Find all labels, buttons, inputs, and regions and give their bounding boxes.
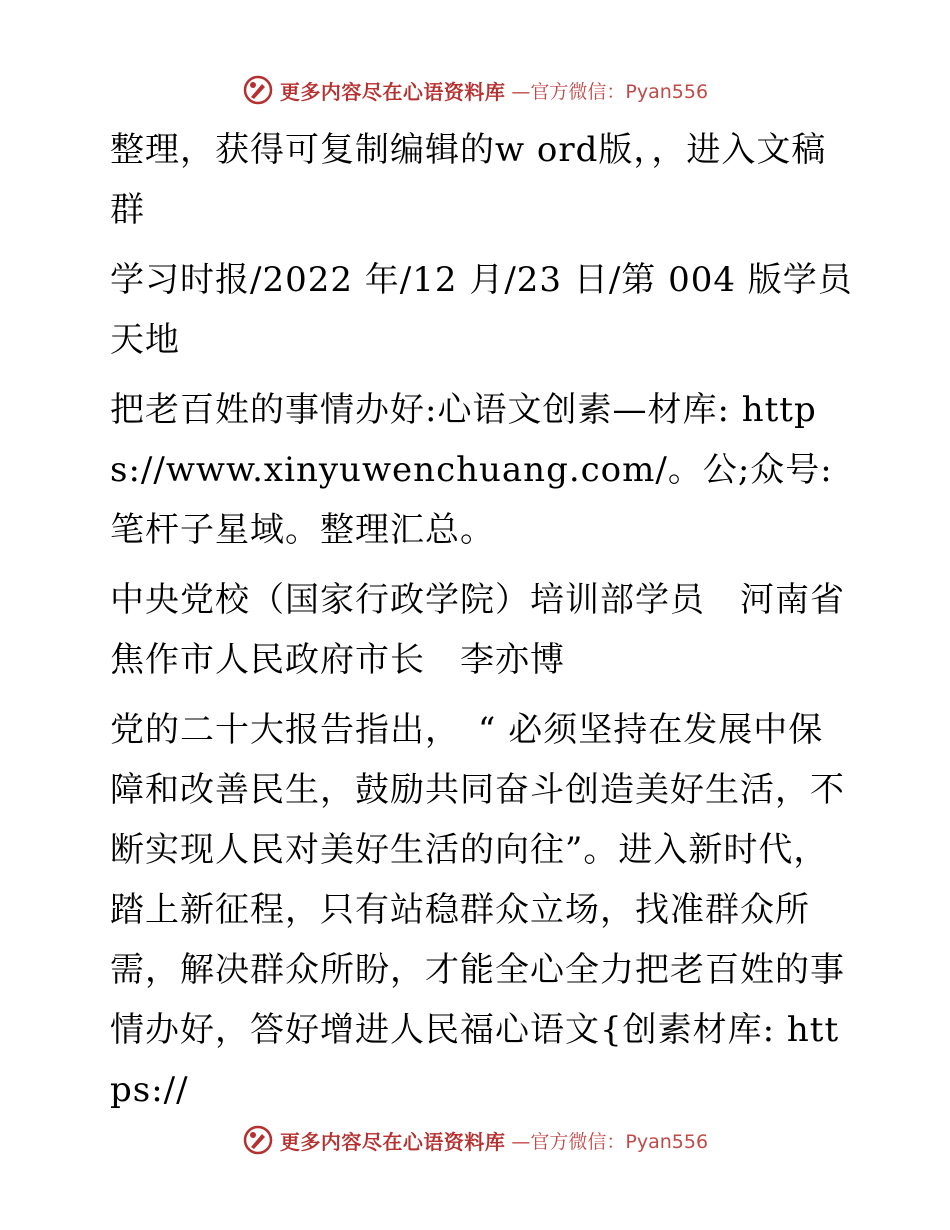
footer-banner-brand: 更多内容尽在心语资料库: [279, 1129, 506, 1154]
paragraph-intro: 整理，获得可复制编辑的w ord版，，进入文稿群: [110, 130, 827, 230]
pen-logo-icon: [242, 74, 274, 106]
pen-logo-icon: [242, 1124, 274, 1156]
paragraph-author: 中央党校（国家行政学院）培训部学员 河南省焦作市人民政府市长 李亦博: [110, 580, 845, 680]
header-banner-sub: —官方微信：Pyan556: [511, 80, 709, 103]
footer-banner: [0, 1120, 950, 1160]
paragraph-source: 学习时报/2022 年/12 月/23 日/第 004 版学员天地: [110, 260, 853, 360]
header-banner-inner: [242, 74, 708, 106]
paragraph-title: 把老百姓的事情办好:心语文创素—材库: https://www.xinyuwenchuang.com/。公;众号: 笔杆子星域。整理汇总。: [110, 390, 833, 550]
header-banner-brand: 更多内容尽在心语资料库: [279, 79, 506, 104]
footer-banner-inner: [242, 1124, 708, 1156]
header-banner: [0, 70, 950, 110]
footer-banner-sub: —官方微信：Pyan556: [511, 1130, 709, 1153]
paragraph-body: 党的二十大报告指出， “ 必须坚持在发展中保障和改善民生，鼓励共同奋斗创造美好生活，不断实现人民对美好生活的向往”。进入新时代，踏上新征程，只有站稳群众立场，找准群众所需，解决群众所盼，才能全心全力把老百姓的事情办好，答好增进人民福心语文{创素材库: https://: [110, 710, 845, 1110]
document-body: [98, 120, 858, 1130]
